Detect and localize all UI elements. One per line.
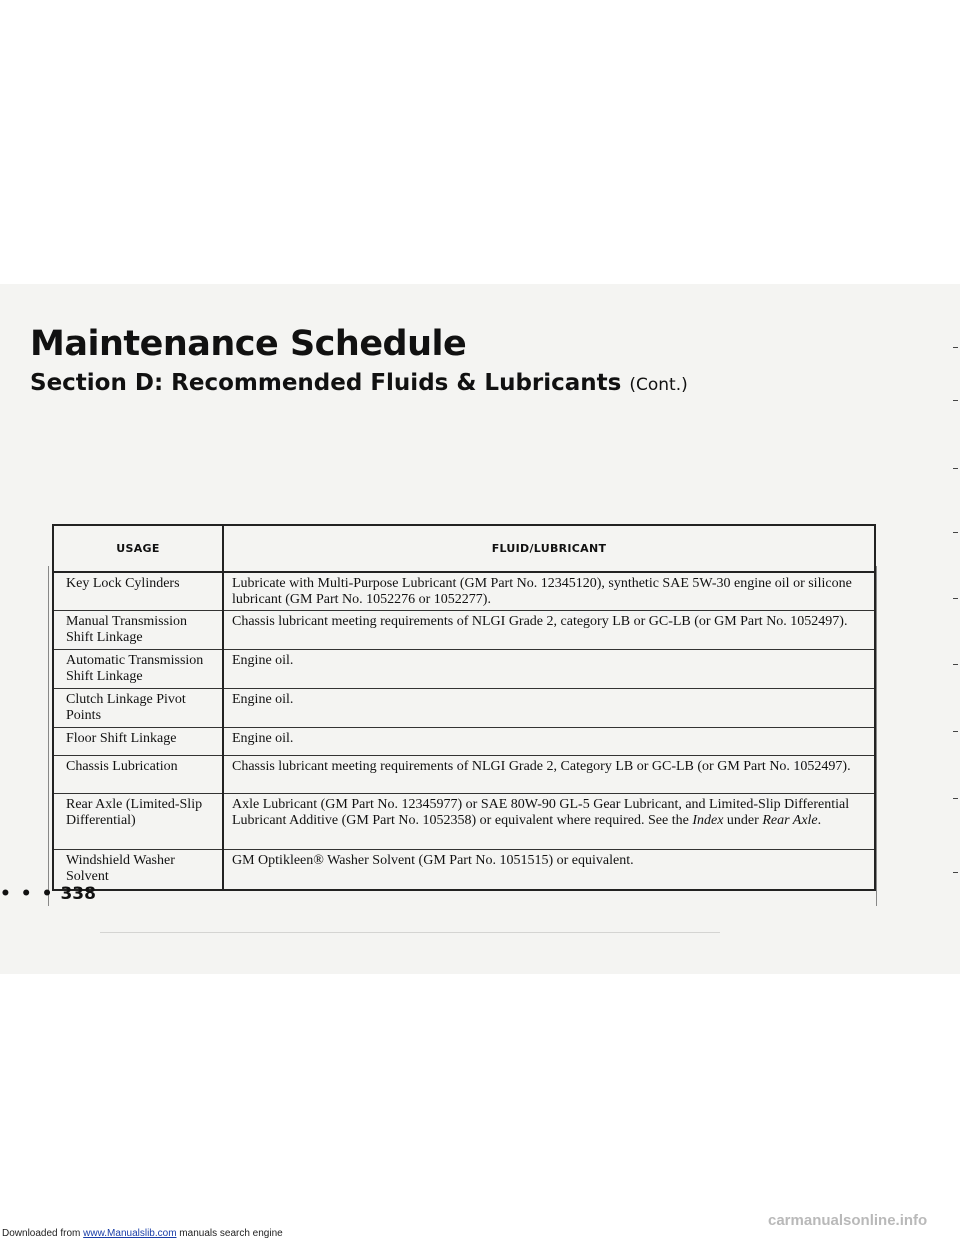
fluid-cell: Engine oil.: [223, 728, 874, 756]
subtitle-cont: (Cont.): [629, 375, 688, 395]
table-row: [54, 650, 874, 689]
fluid-text: under: [723, 813, 763, 828]
left-margin-line: [48, 566, 49, 906]
table-row: [54, 794, 874, 850]
rear-axle-ref: Rear Axle: [762, 813, 818, 828]
usage-cell: Key Lock Cylinders: [54, 572, 223, 611]
page-footer: [0, 884, 96, 904]
download-prefix: Downloaded from: [2, 1228, 84, 1239]
fluids-table-container: [52, 524, 876, 891]
usage-cell: Chassis Lubrication: [54, 756, 223, 794]
footer-dots: • • •: [0, 884, 55, 904]
page-title: Maintenance Schedule: [30, 324, 467, 364]
page-number: 338: [60, 884, 96, 904]
fluids-table: [54, 526, 874, 889]
manualslib-link[interactable]: www.Manualslib.com: [83, 1228, 177, 1239]
margin-tick: [953, 347, 958, 348]
fluid-header: FLUID/LUBRICANT: [223, 526, 874, 572]
margin-tick: [953, 400, 958, 401]
footer-rule: [100, 932, 720, 933]
fluid-cell: [223, 794, 874, 850]
margin-tick: [953, 872, 958, 873]
fluid-cell: Chassis lubricant meeting requirements of NLGI Grade 2, category LB or GC-LB (or GM Part No. 1052497).: [223, 611, 874, 650]
fluid-cell: Chassis lubricant meeting requirements of NLGI Grade 2, Category LB or GC-LB (or GM Part No. 1052497).: [223, 756, 874, 794]
table-row: [54, 572, 874, 611]
usage-cell: Clutch Linkage Pivot Points: [54, 689, 223, 728]
margin-tick: [953, 468, 958, 469]
margin-tick: [953, 664, 958, 665]
usage-cell: Automatic Transmission Shift Linkage: [54, 650, 223, 689]
usage-header: USAGE: [54, 526, 223, 572]
margin-tick: [953, 532, 958, 533]
table-row: [54, 611, 874, 650]
right-margin-line: [876, 566, 877, 906]
fluid-cell: Engine oil.: [223, 689, 874, 728]
download-note: [2, 1228, 283, 1239]
manual-page: [0, 284, 960, 974]
download-suffix: manuals search engine: [176, 1228, 283, 1239]
index-ref: Index: [692, 813, 724, 828]
fluid-text: .: [817, 813, 822, 828]
table-row: [54, 850, 874, 889]
fluid-cell: Lubricate with Multi-Purpose Lubricant (GM Part No. 12345120), synthetic SAE 5W-30 engine oil or silicone lubricant (GM Part No. 1052276 or 1052277).: [223, 572, 874, 611]
fluid-cell: Engine oil.: [223, 650, 874, 689]
usage-cell: Floor Shift Linkage: [54, 728, 223, 756]
usage-cell: Manual Transmission Shift Linkage: [54, 611, 223, 650]
margin-tick: [953, 598, 958, 599]
fluid-cell: GM Optikleen® Washer Solvent (GM Part No. 1051515) or equivalent.: [232, 853, 634, 868]
section-subtitle: [30, 370, 688, 396]
table-row: [54, 689, 874, 728]
watermark: carmanualsonline.info: [768, 1212, 928, 1229]
table-row: [54, 728, 874, 756]
margin-tick: [953, 798, 958, 799]
usage-cell: Rear Axle (Limited-Slip Differential): [54, 794, 223, 850]
table-row: [54, 756, 874, 794]
fluid-text: Axle Lubricant (GM Part No. 12345977) or SAE 80W-90 GL-5 Gear Lubricant, and Limited-Slip Differential Lubricant Additive (GM Part No. 1052358) or equivalent where required. See the: [232, 797, 850, 828]
margin-tick: [953, 731, 958, 732]
subtitle-text: Section D: Recommended Fluids & Lubricants: [30, 370, 622, 396]
table-header-row: [54, 526, 874, 572]
usage-cell: Windshield Washer Solvent: [54, 850, 223, 889]
